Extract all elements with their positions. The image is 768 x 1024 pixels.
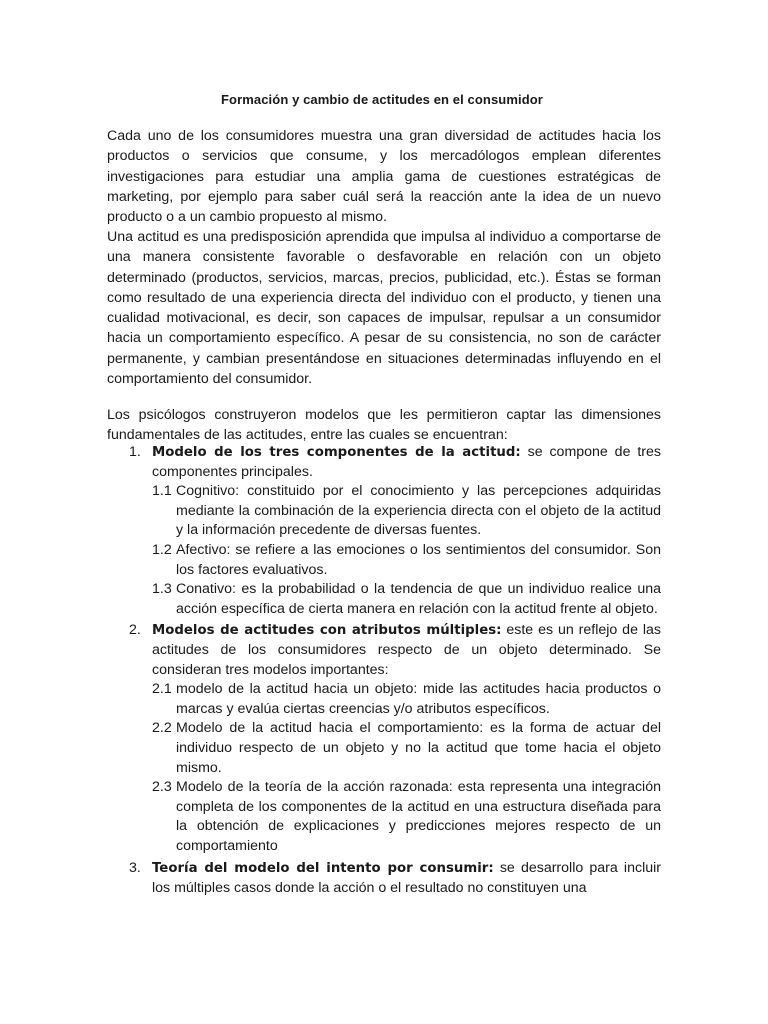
sublist-number: 1.3 [152,581,172,598]
sublist-text: Afectivo: se refiere a las emociones o los sentimientos del consumidor. Son los factores evaluativos. [176,541,661,578]
list-item-lead: Modelo de los tres componentes de la actitud: [152,445,521,460]
sublist-number: 1.2 [152,541,172,558]
sublist-number: 2.3 [152,779,172,796]
sublist-2 [152,680,661,856]
list-item-1 [107,443,661,619]
list-item-3 [107,859,661,898]
sublist-number: 2.2 [152,720,172,737]
list-item-text: se compone de tres componentes principales. [152,444,661,480]
sublist-item-1-3 [152,580,661,619]
list-item-text: este es un reflejo de las actitudes de los consumidores respecto de un objeto determinado. Se consideran tres modelos importantes: [152,622,661,678]
sublist-item-2-1 [152,680,661,719]
list-number: 1. [129,444,141,460]
sublist-item-2-2 [152,719,661,778]
paragraph-intro: Cada uno de los consumidores muestra una gran diversidad de actitudes hacia los productos o servicios que consume, y los mercadólogos emplean diferentes investigaciones para estudiar una amplia gama de cuestiones estratégicas de marketing, por ejemplo para saber cuál será la reacción ante la idea de un nuevo producto o a un cambio propuesto al mismo. [107,128,661,226]
sublist-item-2-3 [152,778,661,856]
list-item-text: se desarrollo para incluir los múltiples casos donde la acción o el resultado no constituyen una [152,860,661,897]
sublist-1 [152,482,661,619]
models-list [107,443,661,899]
sublist-item-1-1 [152,482,661,541]
list-item-lead: Modelos de actitudes con atributos múltiples: [152,623,502,639]
sublist-text: Conativo: es la probabilidad o la tendencia de que un individuo realice una acción específica de cierta manera en relación con la actitud frente al objeto. [176,581,661,617]
sublist-number: 1.1 [152,483,172,500]
list-item-lead: Teoría del modelo del intento por consumir: [152,861,494,877]
document-title: Formación y cambio de actitudes en el consumidor [221,92,543,107]
list-item-2 [107,621,661,856]
sublist-text: Modelo de la teoría de la acción razonada: esta representa una integración completa de los componentes de la actitud en una estructura diseñada para la obtención de explicaciones y predicciones mejores respecto de un comportamiento [176,779,661,854]
paragraph-definition: Una actitud es una predisposición aprendida que impulsa al individuo a comportarse de una manera consistente favorable o desfavorable en relación con un objeto determinado (productos, servicios, marcas, precios, publicidad, etc.). Éstas se forman como resultado de una experiencia directa del individuo con el producto, y tienen una cualidad motivacional, es decir, son capaces de impulsar, repulsar a un consumidor hacia un comportamiento específico. A pesar de su consistencia, no son de carácter permanente, y cambian presentándose en situaciones determinadas influyendo en el comportamiento del consumidor. [107,229,661,388]
sublist-text: modelo de la actitud hacia un objeto: mide las actitudes hacia productos o marcas y evalúa ciertas creencias y/o atributos específicos. [176,681,661,717]
list-number: 3. [129,860,141,877]
sublist-item-1-2 [152,541,661,580]
sublist-text: Modelo de la actitud hacia el comportamiento: es la forma de actuar del individuo respecto de un objeto y no la actitud que tome hacia el objeto mismo. [176,720,661,776]
list-number: 2. [129,622,141,639]
paragraph-models-intro: Los psicólogos construyeron modelos que les permitieron captar las dimensiones fundamentales de las actitudes, entre las cuales se encuentran: [107,407,661,444]
sublist-text: Cognitivo: constituido por el conocimiento y las percepciones adquiridas mediante la combinación de la experiencia directa con el objeto de la actitud y la información precedente de diversas fuentes. [176,483,661,539]
sublist-number: 2.1 [152,681,172,698]
